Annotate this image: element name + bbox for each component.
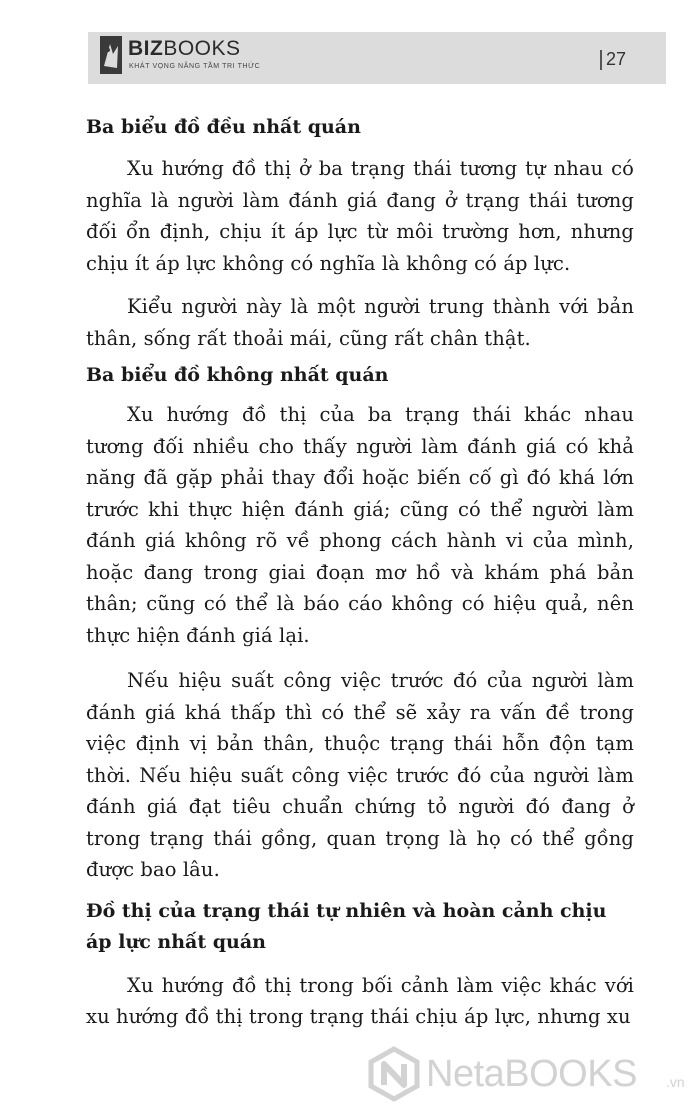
section-heading: Ba biểu đồ đều nhất quán <box>86 116 361 138</box>
netabooks-logo-icon <box>366 1046 422 1102</box>
page-number: 27 <box>606 49 627 69</box>
body-paragraph: Xu hướng đồ thị trong bối cảnh làm việc khác với xu hướng đồ thị trong trạng thái chịu áp lực, nhưng xu <box>86 973 634 1028</box>
brand-bold: BIZ <box>128 37 164 60</box>
watermark-domain: .vn <box>666 1074 685 1090</box>
brand-tagline: KHÁT VỌNG NÂNG TẦM TRI THỨC <box>129 63 261 70</box>
section-heading: Đồ thị của trạng thái tự nhiên và hoàn cảnh chịu áp lực nhất quán <box>86 899 607 953</box>
section-heading: Ba biểu đồ không nhất quán <box>86 364 389 386</box>
body-paragraph: Xu hướng đồ thị của ba trạng thái khác nhau tương đối nhiều cho thấy người làm đánh giá có khả năng đã gặp phải thay đổi hoặc biến cố gì đó khá lớn trước khi thực hiện đánh giá; cũng có thể người làm đánh giá không rõ về phong cách hành vi của mình, hoặc đang trong giai đoạn mơ hồ và khám phá bản thân; cũng có thể là báo cáo không có hiệu quả, nên thực hiện đánh giá lại. <box>86 403 634 647</box>
body-paragraph: Nếu hiệu suất công việc trước đó của người làm đánh giá khá thấp thì có thể sẽ xảy ra vấn đề trong việc định vị bản thân, thuộc trạng thái hỗn độn tạm thời. Nếu hiệu suất công việc trước đó của người làm đánh giá đạt tiêu chuẩn chứng tỏ người đó đang ở trong trạng thái gồng, quan trọng là họ có thể gồng được bao lâu. <box>86 669 634 881</box>
brand-light: BOOKS <box>163 37 241 60</box>
watermark <box>366 1046 696 1102</box>
watermark-text: NetaBOOKS <box>426 1053 637 1095</box>
bizbooks-logo-icon <box>100 36 122 74</box>
page-body <box>86 112 634 1033</box>
body-paragraph: Xu hướng đồ thị ở ba trạng thái tương tự nhau có nghĩa là người làm đánh giá đang ở trạng thái tương đối ổn định, chịu ít áp lực từ môi trường hơn, nhưng chịu ít áp lực không có nghĩa là không có áp lực. <box>86 157 634 275</box>
brand-name <box>128 38 241 60</box>
body-paragraph: Kiểu người này là một người trung thành với bản thân, sống rất thoải mái, cũng rất chân thật. <box>86 295 634 350</box>
page-number-divider <box>600 50 602 70</box>
